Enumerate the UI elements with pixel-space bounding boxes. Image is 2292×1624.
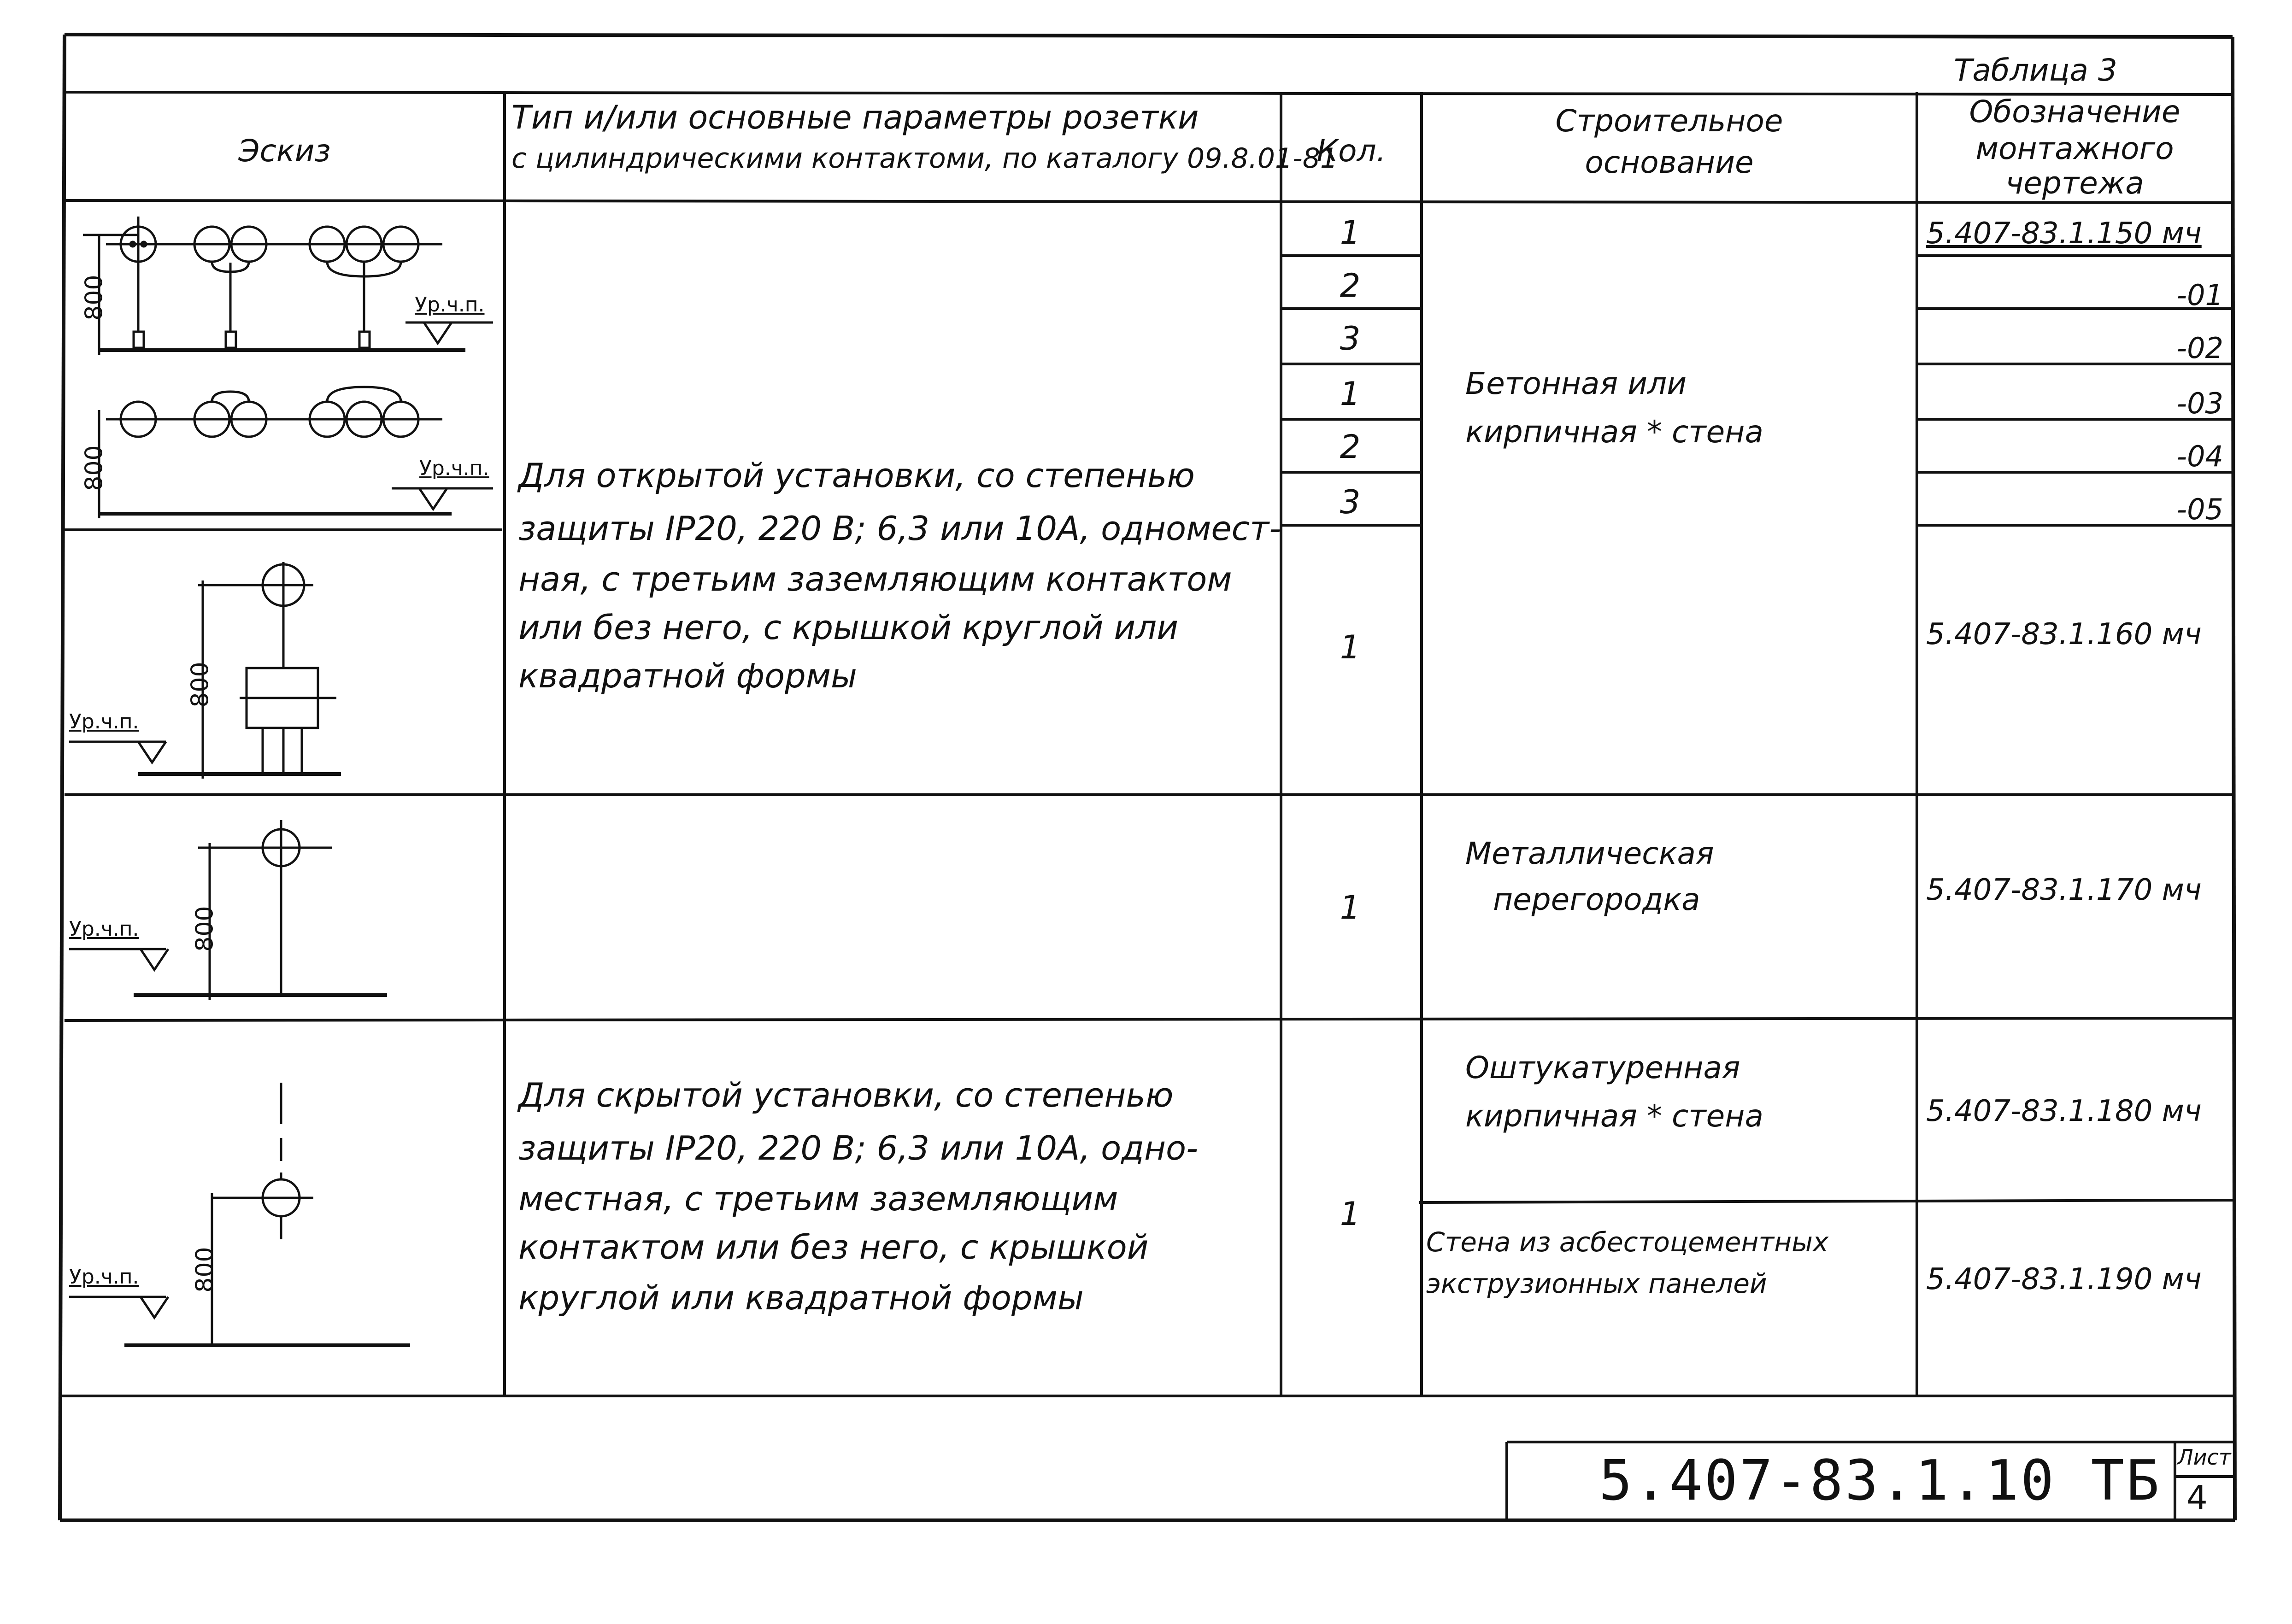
header-sketch: Эскиз	[238, 133, 331, 169]
base-plaster-line1: Оштукатуренная	[1465, 1050, 1740, 1085]
header-base-line1: Строительное	[1555, 103, 1783, 139]
desc-open-line3: ная, с третьим заземляющим контактом	[518, 560, 1232, 598]
desc-open-line2: защиты IP20, 220 В; 6,3 или 10А, одномест-	[518, 509, 1281, 548]
base-concrete-line1: Бетонная или	[1465, 366, 1687, 401]
drawing-suffix-01: -01	[2176, 278, 2223, 312]
header-type-line2: с цилиндрическими контактоми, по каталогу 09.8.01-81	[511, 142, 1338, 175]
header-base-line2: основание	[1585, 145, 1754, 180]
sketch-hidden-socket	[69, 1083, 410, 1345]
stamp-code: 5.407-83.1.10 ТБ	[1599, 1449, 2161, 1513]
level-mark-a: Ур.ч.п.	[415, 293, 485, 317]
qty-9: 1	[1340, 1195, 1361, 1233]
outer-frame	[60, 35, 2235, 1520]
desc-hidden-line2: защиты IP20, 220 В; 6,3 или 10А, одно-	[518, 1129, 1199, 1167]
level-mark-c: Ур.ч.п.	[69, 710, 139, 733]
grid-lines	[60, 92, 2235, 1520]
table-title: Таблица 3	[1954, 53, 2117, 88]
stamp-sheet-number: 4	[2186, 1478, 2208, 1517]
qty-5: 2	[1340, 428, 1361, 466]
drawing-160: 5.407-83.1.160 мч	[1926, 617, 2202, 651]
sketch-metal-partition	[69, 820, 387, 1000]
header-drawing-line3: чертежа	[2005, 165, 2144, 201]
dim-800-e: 800	[191, 1247, 219, 1293]
level-mark-e: Ур.ч.п.	[69, 1265, 139, 1289]
dim-800-c: 800	[186, 662, 214, 708]
dim-800-d: 800	[191, 906, 219, 952]
stamp-sheet-label: Лист	[2177, 1445, 2231, 1470]
level-mark-d: Ур.ч.п.	[69, 917, 139, 941]
qty-3: 3	[1340, 320, 1361, 358]
dim-800-a: 800	[80, 275, 108, 321]
desc-open-line1: Для открытой установки, со степенью	[518, 456, 1195, 495]
drawing-suffix-03: -03	[2176, 387, 2223, 420]
qty-1: 1	[1340, 214, 1361, 252]
desc-hidden-line4: контактом или без него, с крышкой	[518, 1228, 1149, 1266]
drawing-170: 5.407-83.1.170 мч	[1926, 873, 2202, 907]
drawing-150: 5.407-83.1.150 мч	[1926, 217, 2202, 251]
drawing-suffix-04: -04	[2176, 440, 2223, 473]
level-mark-b: Ур.ч.п.	[419, 457, 489, 480]
drawing-180: 5.407-83.1.180 мч	[1926, 1094, 2202, 1128]
header-drawing-line2: монтажного	[1975, 131, 2174, 166]
drawing-suffix-05: -05	[2176, 492, 2223, 526]
base-asbestos-line1: Стена из асбестоцементных	[1426, 1226, 1829, 1258]
base-metal-line1: Металлическая	[1465, 836, 1714, 871]
dim-800-b: 800	[80, 445, 108, 491]
desc-hidden-line5: круглой или квадратной формы	[518, 1278, 1084, 1317]
drawing-190: 5.407-83.1.190 мч	[1926, 1262, 2202, 1296]
desc-hidden-line1: Для скрытой установки, со степенью	[518, 1076, 1174, 1114]
desc-hidden-line3: местная, с третьим заземляющим	[518, 1179, 1118, 1218]
qty-6: 3	[1340, 483, 1361, 521]
base-asbestos-line2: экструзионных панелей	[1426, 1268, 1767, 1299]
header-type-line1: Тип и/или основные параметры розетки	[511, 99, 1199, 136]
qty-4: 1	[1340, 375, 1361, 413]
qty-8: 1	[1340, 889, 1361, 926]
base-metal-line2: перегородка	[1493, 882, 1700, 917]
desc-open-line5: квадратной формы	[518, 657, 857, 695]
base-plaster-line2: кирпичная * стена	[1465, 1098, 1763, 1134]
header-qty: Кол.	[1316, 133, 1386, 169]
qty-7: 1	[1340, 628, 1361, 666]
drawing-suffix-02: -02	[2176, 331, 2223, 365]
header-drawing-line1: Обозначение	[1969, 94, 2180, 129]
base-concrete-line2: кирпичная * стена	[1465, 414, 1763, 450]
desc-open-line4: или без него, с крышкой круглой или	[518, 608, 1178, 647]
qty-2: 2	[1340, 267, 1361, 305]
